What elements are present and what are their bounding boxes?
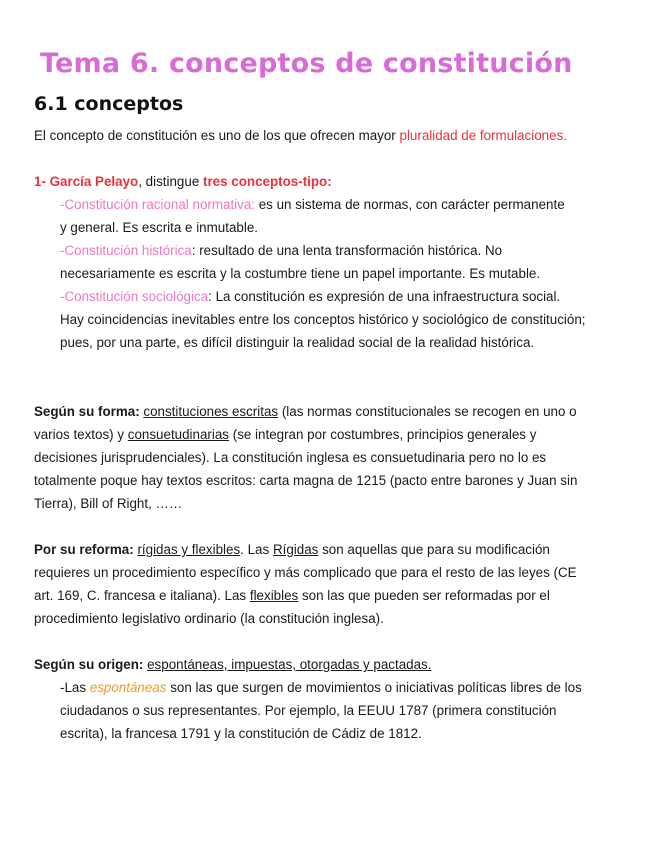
section-subtitle: 6.1 conceptos bbox=[34, 93, 184, 115]
intro-paragraph bbox=[34, 124, 567, 147]
reforma-text: requieres un procedimiento específico y más complicado que para el resto de las leyes (CE bbox=[34, 565, 577, 580]
reforma-underlined: Rígidas bbox=[272, 542, 319, 557]
concept-text: : resultado de una lenta transformación histórica. No bbox=[191, 243, 503, 258]
reforma-underlined: rígidas y flexibles bbox=[137, 542, 241, 557]
origen-label: Según su origen: bbox=[34, 657, 144, 672]
concept-text: pues, por una parte, es difícil distinguir la realidad social de la realidad histórica. bbox=[60, 335, 535, 350]
forma-label: Según su forma: bbox=[34, 404, 140, 419]
origen-text: escrita), la francesa 1791 y la constitución de Cádiz de 1812. bbox=[60, 726, 422, 741]
item-dash: - bbox=[60, 243, 65, 258]
garcia-author: 1- García Pelayo bbox=[34, 174, 139, 189]
concept-text: : La constitución es expresión de una infraestructura social. bbox=[208, 289, 561, 304]
item-dash: - bbox=[60, 289, 65, 304]
reforma-text: procedimiento legislativo ordinario (la constitución inglesa). bbox=[34, 611, 384, 626]
reforma-text: son las que pueden ser reformadas por el bbox=[298, 588, 550, 603]
garcia-mid: , distingue bbox=[138, 174, 203, 189]
reforma-underlined: flexibles bbox=[249, 588, 299, 603]
reforma-paragraph bbox=[34, 538, 577, 630]
page-title: Tema 6. conceptos de constitución bbox=[40, 48, 573, 79]
origen-text: son las que surgen de movimientos o iniciativas políticas libres de los bbox=[166, 680, 582, 695]
intro-highlight: pluralidad de formulaciones. bbox=[399, 128, 567, 143]
concept-term: Constitución sociológica bbox=[64, 289, 209, 304]
forma-underlined: consuetudinarias bbox=[127, 427, 230, 442]
origen-paragraph bbox=[60, 676, 582, 745]
reforma-label: Por su reforma: bbox=[34, 542, 134, 557]
garcia-highlight: tres conceptos-tipo: bbox=[202, 174, 332, 189]
forma-text: (se integran por costumbres, principios generales y bbox=[229, 427, 537, 442]
garcia-heading bbox=[34, 170, 332, 193]
forma-text: Tierra), Bill of Right, …… bbox=[34, 496, 183, 511]
item-dash: - bbox=[60, 197, 65, 212]
reforma-text: son aquellas que para su modificación bbox=[318, 542, 550, 557]
origen-text: -Las bbox=[60, 680, 90, 695]
concept-item-racional bbox=[60, 193, 565, 239]
reforma-text: art. 169, C. francesa e italiana). Las bbox=[34, 588, 250, 603]
origen-underlined: espontáneas, impuestas, otorgadas y pactadas. bbox=[147, 657, 432, 672]
forma-text: totalmente poque hay textos escritos: carta magna de 1215 (pacto entre barones y Juan sin bbox=[34, 473, 578, 488]
concept-item-sociologica bbox=[60, 285, 586, 354]
forma-text: varios textos) y bbox=[34, 427, 128, 442]
concept-item-historica bbox=[60, 239, 540, 285]
concept-text: Hay coincidencias inevitables entre los conceptos histórico y sociológico de constitución; bbox=[60, 312, 586, 327]
concept-text: y general. Es escrita e inmutable. bbox=[60, 220, 258, 235]
intro-text: El concepto de constitución es uno de los que ofrecen mayor bbox=[34, 128, 400, 143]
forma-text: (las normas constitucionales se recogen en uno o bbox=[278, 404, 577, 419]
origen-heading bbox=[34, 653, 431, 676]
origen-term: espontáneas bbox=[89, 680, 167, 695]
concept-text: necesariamente es escrita y la costumbre tiene un papel importante. Es mutable. bbox=[60, 266, 541, 281]
forma-paragraph bbox=[34, 400, 577, 515]
forma-underlined: constituciones escritas bbox=[143, 404, 279, 419]
forma-text: decisiones jurisprudenciales). La constitución inglesa es consuetudinaria pero no lo es bbox=[34, 450, 547, 465]
origen-text: ciudadanos o sus representantes. Por ejemplo, la EEUU 1787 (primera constitución bbox=[60, 703, 557, 718]
concept-term: Constitución racional normativa: bbox=[64, 197, 256, 212]
concept-text: es un sistema de normas, con carácter permanente bbox=[255, 197, 565, 212]
concept-term: Constitución histórica bbox=[64, 243, 192, 258]
reforma-text: . Las bbox=[240, 542, 273, 557]
